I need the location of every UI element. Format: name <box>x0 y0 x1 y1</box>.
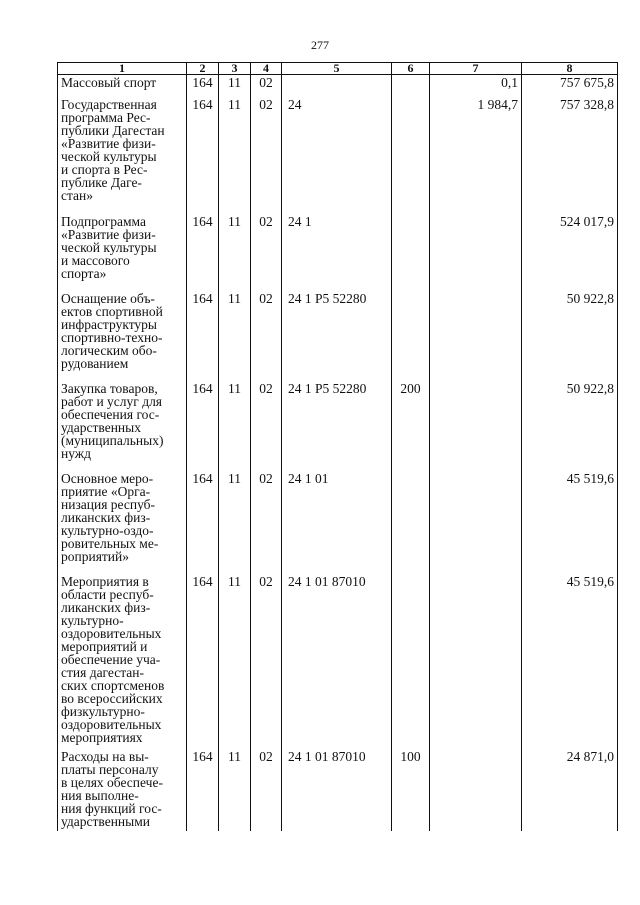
name-line: ния выполне- <box>61 787 139 803</box>
name-line: Мероприятия в <box>61 573 149 589</box>
table-cell-gr: 164 <box>187 471 219 574</box>
column-header: 6 <box>392 63 430 75</box>
table-cell-name <box>58 97 187 214</box>
table-cell-gr: 164 <box>187 381 219 471</box>
table-cell-pr: 02 <box>251 574 282 749</box>
name-line: ектов спортивной <box>61 303 163 319</box>
table-cell-name <box>58 574 187 749</box>
table-cell-vr <box>392 75 430 97</box>
table-cell-cs: 24 1 01 87010 <box>282 749 392 831</box>
table-cell-vr: 100 <box>392 749 430 831</box>
table-cell-rz: 11 <box>219 291 251 381</box>
name-line: программа Рес- <box>61 109 151 125</box>
table-cell-sum: 0,1 <box>430 75 522 97</box>
name-line: ческой культуры <box>61 148 157 164</box>
name-line: «Развитие физи- <box>61 226 156 242</box>
table-cell-cs: 24 <box>282 97 392 214</box>
table-cell-vr <box>392 214 430 291</box>
name-line: роприятий» <box>61 548 130 564</box>
name-line: публике Даге- <box>61 174 142 190</box>
table-cell-sum <box>430 214 522 291</box>
name-line: Основное меро- <box>61 470 154 486</box>
budget-table <box>57 62 618 831</box>
table-cell-name <box>58 749 187 831</box>
table-cell-gr: 164 <box>187 97 219 214</box>
name-line: физкультурно- <box>61 703 145 719</box>
name-line: спортивно-техно- <box>61 329 163 345</box>
table-cell-vr <box>392 574 430 749</box>
table-cell-name <box>58 214 187 291</box>
name-line: приятие «Орга- <box>61 483 151 499</box>
name-line: стия дагестан- <box>61 664 145 680</box>
name-line: рудованием <box>61 355 129 371</box>
table-cell-pr: 02 <box>251 214 282 291</box>
table-row <box>58 471 618 574</box>
column-header: 7 <box>430 63 522 75</box>
name-line: логическим обо- <box>61 342 157 358</box>
name-line: в целях обеспече- <box>61 774 163 790</box>
table-cell-sum <box>430 381 522 471</box>
table-cell-vr <box>392 471 430 574</box>
name-line: нужд <box>61 445 91 461</box>
table-cell-total: 757 328,8 <box>522 97 618 214</box>
column-header: 4 <box>251 63 282 75</box>
table-cell-gr: 164 <box>187 214 219 291</box>
name-line: (муниципальных) <box>61 432 164 448</box>
name-line: оздоровительных <box>61 625 162 641</box>
name-line: «Развитие физи- <box>61 135 156 151</box>
table-cell-pr: 02 <box>251 381 282 471</box>
table-cell-sum: 1 984,7 <box>430 97 522 214</box>
name-line: ударственными <box>61 813 150 829</box>
table-cell-cs: 24 1 P5 52280 <box>282 381 392 471</box>
table-cell-total: 50 922,8 <box>522 381 618 471</box>
table-row <box>58 75 618 97</box>
table-row <box>58 97 618 214</box>
name-line: обеспечения гос- <box>61 406 160 422</box>
table-cell-gr: 164 <box>187 574 219 749</box>
table-cell-sum <box>430 749 522 831</box>
table-cell-gr: 164 <box>187 749 219 831</box>
name-line: Массовый спорт <box>61 75 157 90</box>
name-line: мероприятиях <box>61 729 143 745</box>
name-line: ликанских физ- <box>61 599 151 615</box>
table-cell-name <box>58 471 187 574</box>
table-cell-pr: 02 <box>251 97 282 214</box>
table-cell-total: 45 519,6 <box>522 471 618 574</box>
table-cell-cs: 24 1 01 87010 <box>282 574 392 749</box>
table-cell-name <box>58 381 187 471</box>
name-line: ликанских физ- <box>61 509 151 525</box>
column-header: 2 <box>187 63 219 75</box>
table-cell-total: 45 519,6 <box>522 574 618 749</box>
table-cell-cs: 24 1 <box>282 214 392 291</box>
table-cell-total: 524 017,9 <box>522 214 618 291</box>
table-cell-name <box>58 291 187 381</box>
table-row <box>58 574 618 749</box>
name-line: инфраструктуры <box>61 316 157 332</box>
table-cell-rz: 11 <box>219 749 251 831</box>
name-line: культурно-оздо- <box>61 522 154 538</box>
table-cell-rz: 11 <box>219 97 251 214</box>
name-line: спорта» <box>61 265 107 281</box>
name-line: Государственная <box>61 96 157 112</box>
name-line: ровительных ме- <box>61 535 159 551</box>
name-line: Закупка товаров, <box>61 380 158 396</box>
table-cell-pr: 02 <box>251 291 282 381</box>
table-cell-sum <box>430 471 522 574</box>
name-line: области респуб- <box>61 586 154 602</box>
table-cell-sum <box>430 291 522 381</box>
name-line: ских спортсменов <box>61 677 165 693</box>
name-line: ния функций гос- <box>61 800 162 816</box>
table-row <box>58 749 618 831</box>
name-line: работ и услуг для <box>61 393 163 409</box>
column-header: 3 <box>219 63 251 75</box>
name-line: Расходы на вы- <box>61 748 149 764</box>
name-line: Подпрограмма <box>61 213 146 229</box>
name-line: платы персоналу <box>61 761 159 777</box>
table-cell-pr: 02 <box>251 471 282 574</box>
name-line: стан» <box>61 187 94 203</box>
table-cell-vr: 200 <box>392 381 430 471</box>
table-row <box>58 381 618 471</box>
name-line: во всероссийских <box>61 690 163 706</box>
table-cell-total: 757 675,8 <box>522 75 618 97</box>
table-row <box>58 214 618 291</box>
name-line: низация респуб- <box>61 496 156 512</box>
table-cell-rz: 11 <box>219 381 251 471</box>
column-header: 8 <box>522 63 618 75</box>
table-body <box>58 75 618 831</box>
table-cell-gr: 164 <box>187 291 219 381</box>
name-line: ударственных <box>61 419 141 435</box>
name-line: мероприятий и <box>61 638 148 654</box>
page-number: 277 <box>311 38 329 52</box>
table-cell-name <box>58 75 187 97</box>
table-cell-gr: 164 <box>187 75 219 97</box>
table-cell-pr: 02 <box>251 75 282 97</box>
table-cell-rz: 11 <box>219 75 251 97</box>
name-line: обеспечение уча- <box>61 651 161 667</box>
table-cell-total: 24 871,0 <box>522 749 618 831</box>
table-header-row <box>58 63 618 75</box>
table-cell-rz: 11 <box>219 214 251 291</box>
name-line: оздоровительных <box>61 716 162 732</box>
column-header: 1 <box>58 63 187 75</box>
table-cell-pr: 02 <box>251 749 282 831</box>
table-cell-cs: 24 1 P5 52280 <box>282 291 392 381</box>
name-line: Оснащение объ- <box>61 290 155 306</box>
name-line: ческой культуры <box>61 239 157 255</box>
name-line: публики Дагестан <box>61 122 165 138</box>
name-line: и массового <box>61 252 130 268</box>
table-cell-vr <box>392 97 430 214</box>
column-header: 5 <box>282 63 392 75</box>
table-cell-vr <box>392 291 430 381</box>
name-line: культурно- <box>61 612 124 628</box>
table-cell-rz: 11 <box>219 574 251 749</box>
table-cell-rz: 11 <box>219 471 251 574</box>
table-row <box>58 291 618 381</box>
name-line: и спорта в Рес- <box>61 161 148 177</box>
table-cell-cs: 24 1 01 <box>282 471 392 574</box>
table-cell-sum <box>430 574 522 749</box>
table-cell-total: 50 922,8 <box>522 291 618 381</box>
table-cell-cs <box>282 75 392 97</box>
